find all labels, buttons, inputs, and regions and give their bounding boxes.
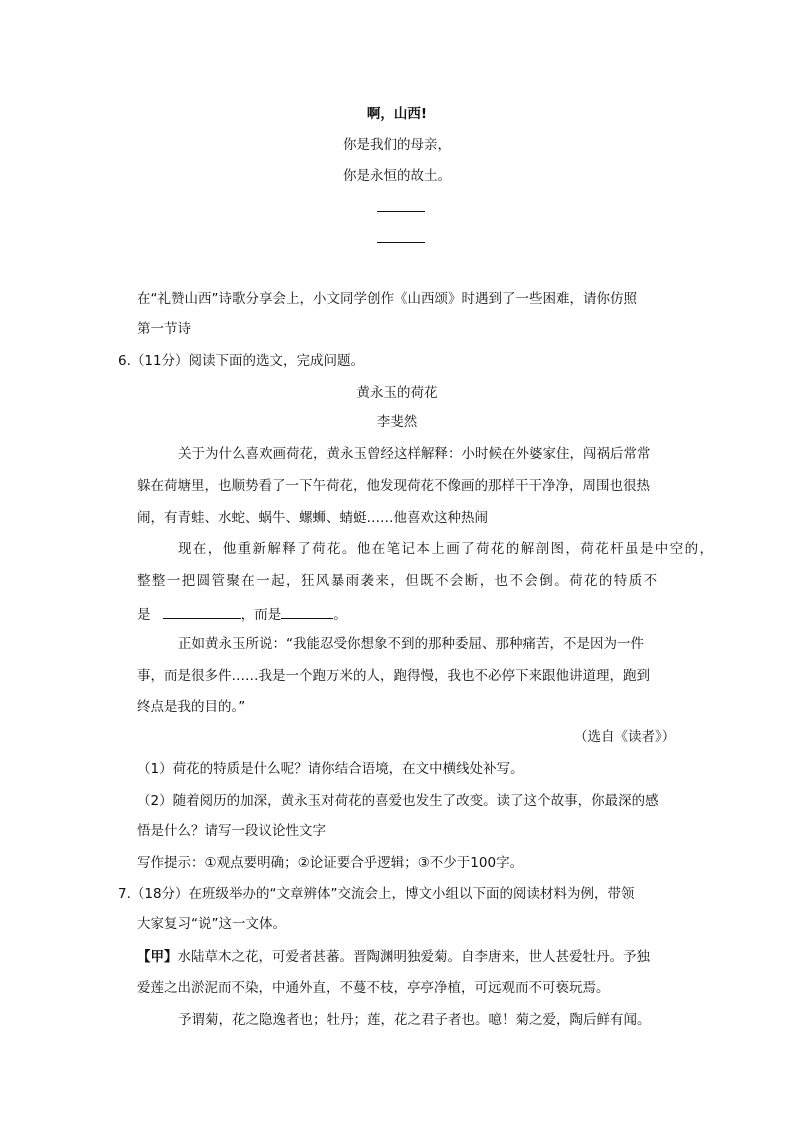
q6-fill-blank-1[interactable] [163, 606, 241, 619]
q6-para3-line-3: 终点是我的目的。” [137, 699, 246, 715]
q5-instruction-line-2: 第一节诗 [137, 321, 191, 337]
q7-jia-line-2: 爱莲之出淤泥而不染，中通外直，不蔓不枝，亭亭净植，可远观而不可亵玩焉。 [137, 980, 610, 996]
q5-instruction-line-1: 在“礼赞山西”诗歌分享会上，小文同学创作《山西颂》时遇到了一些困难，请你仿照 [137, 291, 637, 307]
q6-subquestion-1: （1）荷花的特质是什么呢？请你结合语境，在文中横线处补写。 [137, 761, 524, 777]
q7-jia-line-1 [137, 951, 650, 965]
poem-line-3: 你是永恒的故土。 [343, 168, 451, 184]
q6-writing-tips: 写作提示：①观点要明确；②论证要合乎逻辑；③不少于100字。 [137, 855, 524, 871]
q6-source: （选自《读者》） [574, 729, 676, 745]
q6-para3-line-1: 正如黄永玉所说：“我能忍受你想象不到的那种委屈、那种痛苦，不是因为一件 [178, 636, 644, 652]
q6-para2-line-1: 现在，他重新解释了荷花。他在笔记本上画了荷花的解剖图，荷花杆虽是中空的， [178, 541, 715, 557]
q6-article-author: 李斐然 [376, 414, 418, 430]
q6-para1-line-3: 闹，有青蛙、水蛇、蜗牛、螺蛳、蜻蜓……他喜欢这种热闹 [137, 510, 488, 526]
q6-para2-text-c: 。 [333, 607, 347, 623]
q6-para2-text-b: ，而是 [240, 607, 282, 623]
q7-header-line-1: 7.（18分）在班级举办的“文章辨体”交流会上，博文小组以下面的阅读材料为例，带领 [118, 886, 635, 902]
poem-line-2: 你是我们的母亲， [343, 137, 451, 153]
q6-para2-line-2: 整整一把圆管聚在一起，狂风暴雨袭来，但既不会断，也不会倒。荷花的特质不 [137, 573, 659, 589]
q6-para2-text-a: 是 [137, 607, 151, 623]
q7-jia-tag: 【甲】 [137, 949, 178, 965]
q6-fill-blank-2[interactable] [281, 606, 333, 619]
q7-jia-text-1: 水陆草木之花，可爱者甚蕃。晋陶渊明独爱菊。自李唐来，世人甚爱牡丹。予独 [177, 949, 650, 965]
q7-header-line-2: 大家复习“说”这一文体。 [137, 916, 286, 932]
q7-jia-line-3: 予谓菊，花之隐逸者也；牡丹；莲，花之君子者也。噫！菊之爱，陶后鲜有闻。 [178, 1012, 651, 1028]
q6-para2-line-3 [137, 606, 347, 623]
q6-article-title: 黄永玉的荷花 [356, 385, 438, 401]
q6-subquestion-2-line-1: （2）随着阅历的加深，黄永玉对荷花的喜爱也发生了改变。读了这个故事，你最深的感 [137, 793, 659, 809]
poem-blank-line-1 [377, 211, 425, 212]
poem-line-1: 啊，山西! [366, 106, 428, 122]
q6-header: 6.（11分）阅读下面的选文，完成问题。 [118, 353, 365, 369]
poem-blank-line-2 [377, 242, 425, 243]
q6-para1-line-1: 关于为什么喜欢画荷花，黄永玉曾经这样解释：小时候在外婆家住，闯祸后常常 [178, 446, 651, 462]
q6-para3-line-2: 事，而是很多件……我是一个跑万米的人，跑得慢，我也不必停下来跟他讲道理，跑到 [137, 668, 650, 684]
q6-subquestion-2-line-2: 悟是什么？请写一段议论性文字 [137, 823, 326, 839]
q6-para1-line-2: 躲在荷塘里，也顺势看了一下午荷花，他发现荷花不像画的那样干干净净，周围也很热 [137, 478, 650, 494]
